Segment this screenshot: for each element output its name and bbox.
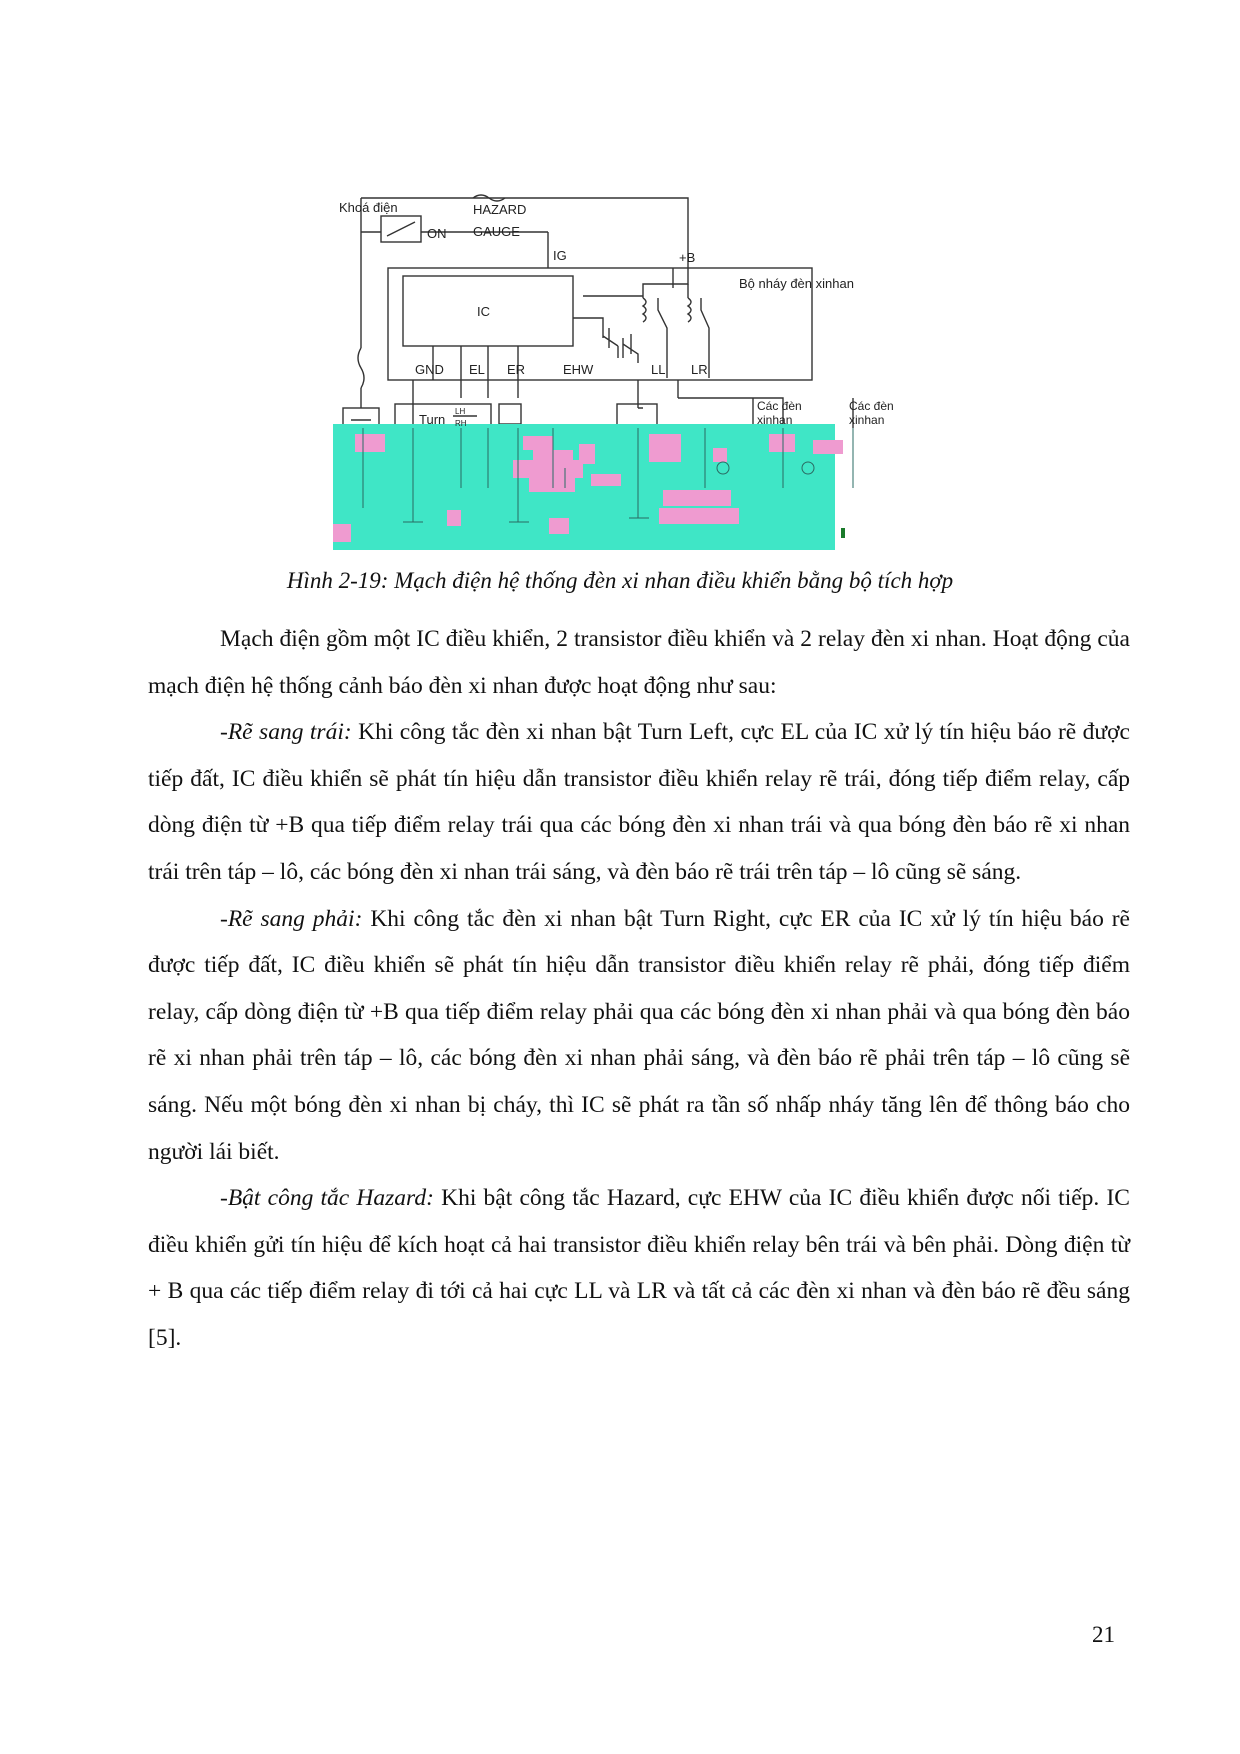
paragraph-left-turn-text: Khi công tắc đèn xi nhan bật Turn Left, cực EL của IC xử lý tín hiệu báo rẽ được tiếp đất, IC điều khiển sẽ phát tín hiệu dẫn transistor điều khiển relay rẽ trái, đóng tiếp điểm relay, cấp dòng điện từ +B qua tiếp điểm relay trái qua các bóng đèn xi nhan trái và qua bóng đèn báo rẽ xi nhan trái trên táp – lô, các bóng đèn xi nhan trái sáng, và đèn báo rẽ trái trên táp – lô cũng sẽ sáng.	[148, 719, 1130, 885]
rear-lamps-label-1: Các đèn	[849, 399, 894, 413]
lr-label: LR	[691, 362, 708, 377]
on-label: ON	[427, 226, 447, 241]
paragraph-intro	[148, 616, 1130, 709]
turn-label: Turn	[419, 412, 446, 427]
paragraph-hazard	[148, 1175, 1130, 1361]
overlay-region	[333, 424, 835, 550]
paragraph-left-turn	[148, 709, 1130, 895]
ehw-label: EHW	[563, 362, 594, 377]
figure-caption: Hình 2-19: Mạch điện hệ thống đèn xi nhan điều khiển bằng bộ tích hợp	[286, 568, 954, 593]
ic-label: IC	[477, 304, 490, 319]
rear-lamps-label-2: xinhan	[849, 413, 885, 427]
circuit-figure	[333, 188, 937, 550]
plus-b-label: +B	[679, 250, 696, 265]
paragraph-hazard-lead: -Bật công tắc Hazard:	[220, 1185, 434, 1212]
page-number: 21	[1092, 1622, 1115, 1647]
paragraph-right-turn-text: Khi công tắc đèn xi nhan bật Turn Right, cực ER của IC xử lý tín hiệu báo rẽ được tiếp đất, IC điều khiển sẽ phát tín hiệu dẫn transistor điều khiển relay rẽ phải, đóng tiếp điểm relay, cấp dòng điện từ +B qua tiếp điểm relay phải qua các bóng đèn xi nhan phải và qua bóng đèn báo rẽ xi nhan phải trên táp – lô, các bóng đèn xi nhan phải sáng, và đèn báo rẽ phải trên táp – lô cũng sẽ sáng. Nếu một bóng đèn xi nhan bị cháy, thì IC sẽ phát ra tần số nhấp nháy tăng lên để thông báo cho người lái biết.	[148, 905, 1130, 1165]
paragraph-left-turn-lead: -Rẽ sang trái:	[220, 719, 352, 746]
paragraph-intro-text: Mạch điện gồm một IC điều khiển, 2 transistor điều khiển và 2 relay đèn xi nhan. Hoạt động của mạch điện hệ thống cảnh báo đèn xi nhan được hoạt động như sau:	[148, 626, 1130, 699]
lh-label: LH	[455, 407, 466, 416]
gauge-label: GAUGE	[473, 224, 520, 239]
er-label: ER	[507, 362, 526, 377]
paragraph-hazard-text: Khi bật công tắc Hazard, cực EHW của IC điều khiển được nối tiếp. IC điều khiển gửi tín hiệu để kích hoạt cả hai transistor điều khiển relay bên trái và bên phải. Dòng điện từ + B qua các tiếp điểm relay đi tới cả hai cực LL và LR và tất cả các đèn xi nhan và đèn báo rẽ đều sáng [5].	[148, 1185, 1130, 1351]
flasher-unit-label: Bộ nháy đèn xinhan	[739, 276, 854, 291]
rh-label: RH	[455, 419, 467, 428]
paragraph-right-turn	[148, 896, 1130, 1176]
ignition-key-label: Khoá điện	[339, 200, 398, 215]
front-lamps-label-2: xinhan	[757, 413, 793, 427]
front-lamps-label-1: Các đèn	[757, 399, 802, 413]
body-text	[148, 616, 1130, 1362]
gnd-label: GND	[415, 362, 444, 377]
ig-label: IG	[553, 248, 567, 263]
el-label: EL	[469, 362, 485, 377]
hazard-label: HAZARD	[473, 202, 527, 217]
ll-label: LL	[651, 362, 666, 377]
paragraph-right-turn-lead: -Rẽ sang phải:	[220, 905, 363, 932]
